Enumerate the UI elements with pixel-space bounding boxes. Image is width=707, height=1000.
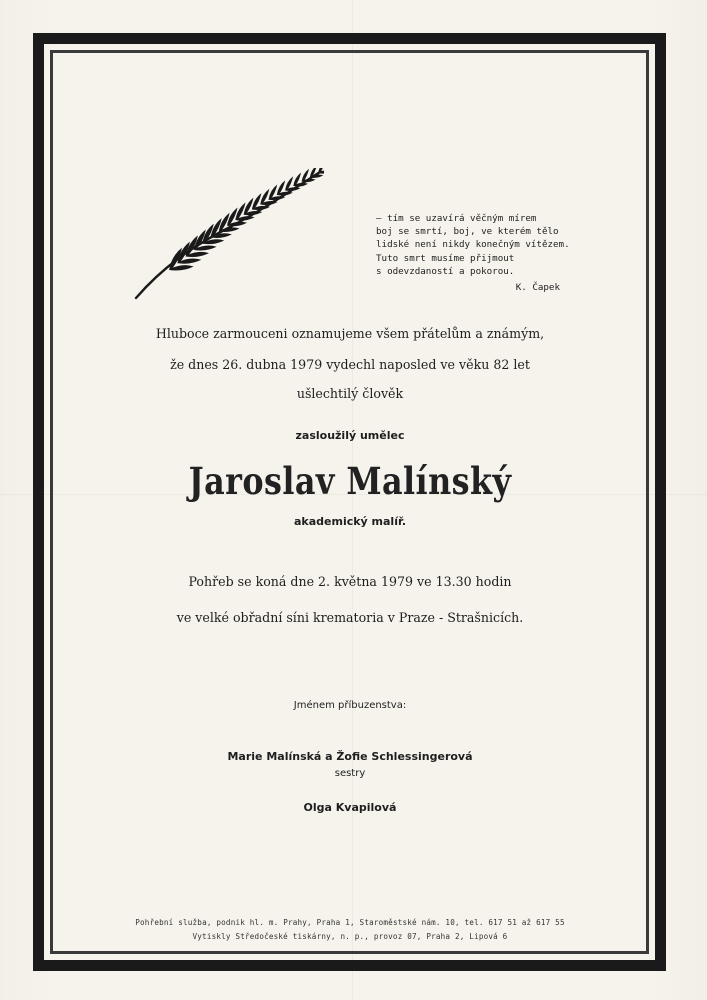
quote-line: boj se smrtí, boj, ve kterém tělo [376, 226, 559, 238]
family-intro: Jménem příbuzenstva: [293, 700, 407, 711]
honorary-title: zasloužilý umělec [295, 429, 405, 442]
footer-funeral-service: Pohřební služba, podnik hl. m. Prahy, Praha 1, Staroměstské nám. 10, tel. 617 51 až 617 55 [135, 918, 565, 927]
family-other: Olga Kvapilová [303, 801, 397, 814]
profession: akademický malíř. [293, 515, 407, 528]
quote-line: — tím se uzavírá věčným mírem [376, 213, 537, 224]
quote-line: lidské není nikdy konečným vítězem. [376, 239, 570, 251]
funeral-place-line: ve velké obřadní síni krematoria v Praze - Strašnicích. [176, 610, 524, 625]
family-sisters: Marie Malínská a Žofie Schlessingerová [227, 750, 473, 763]
epigraph-quote [376, 212, 570, 294]
quote-author: K. Čapek [515, 282, 560, 294]
announcement-line-2: že dnes 26. dubna 1979 vydechl naposled ve věku 82 let [170, 357, 530, 372]
quote-line: Tuto smrt musíme přijmout [376, 252, 515, 264]
palm-branch-icon [132, 168, 324, 302]
announcement-line-3: ušlechtilý člověk [296, 386, 404, 401]
footer-printer: Vytiskly Středočeské tiskárny, n. p., provoz 07, Praha 2, Lipová 6 [192, 932, 508, 941]
deceased-name: Jaroslav Malínský [188, 459, 512, 503]
funeral-date-line: Pohřeb se koná dne 2. května 1979 ve 13.30 hodin [188, 574, 512, 589]
quote-line: s odevzdaností a pokorou. [376, 265, 515, 277]
announcement-line-1: Hluboce zarmouceni oznamujeme všem přátelům a známým, [155, 326, 545, 341]
family-sisters-role: sestry [334, 768, 366, 779]
